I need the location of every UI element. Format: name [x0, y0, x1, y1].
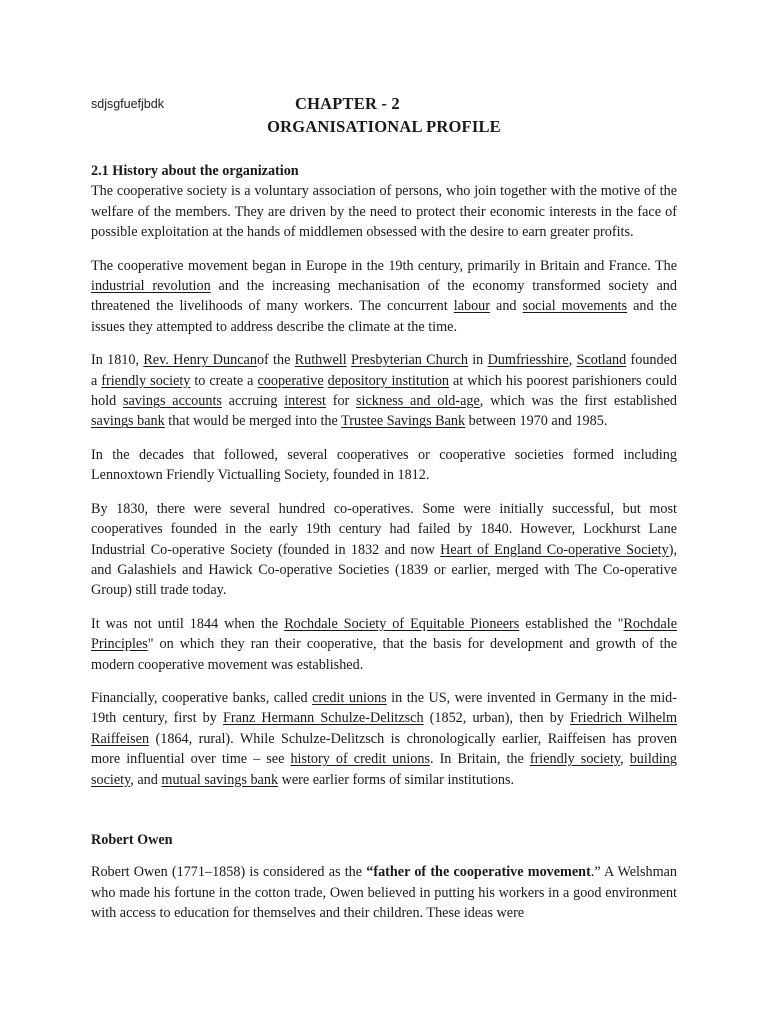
link-mutual-savings-bank[interactable]: mutual savings bank	[161, 771, 279, 788]
link-schulze-delitzsch[interactable]: Franz Hermann Schulze-Delitzsch	[222, 710, 424, 727]
paragraph-financial: Financially, cooperative banks, called credit unions in the US, were invented in Germany in the mid-19th century, first by Franz Hermann Schulze-Delitzsch (1852, urban), then by Friedrich Wilhelm Raiffeisen (1864, rural). While Schulze-Delitzsch is chronologically earlier, Raiffeisen has proven more influential over time – see history of credit unions. In Britain, the friendly society, building society, and mutual savings bank were earlier forms of similar institutions.	[91, 689, 678, 788]
paragraph-decades: In the decades that followed, several cooperatives or cooperative societies formed including Lennoxtown Friendly Victualling Society, founded in 1812.	[91, 446, 677, 484]
link-credit-unions[interactable]: credit unions	[312, 689, 387, 706]
document-header	[91, 94, 691, 116]
link-presbyterian-church[interactable]: Presbyterian Church	[350, 352, 468, 369]
paragraph-intro: The cooperative society is a voluntary association of persons, who join together with the motive of the welfare of the members. They are driven by the need to protect their economic interests in the face of possible exploitation at the hands of middlemen obsessed with the desire to earn greater profits.	[91, 183, 677, 241]
robert-owen-heading: Robert Owen	[91, 831, 173, 848]
link-trustee-savings-bank[interactable]: Trustee Savings Bank	[341, 413, 466, 430]
link-dumfriesshire[interactable]: Dumfriesshire	[487, 352, 569, 369]
owen-quote: “father of the cooperative movement	[366, 864, 591, 881]
link-scotland[interactable]: Scotland	[576, 352, 627, 369]
link-depository-institution[interactable]: depository institution	[327, 372, 450, 389]
link-rochdale-principles[interactable]: Rochdale Principles	[91, 615, 677, 653]
link-interest[interactable]: interest	[284, 393, 326, 410]
link-rochdale-society[interactable]: Rochdale Society of Equitable Pioneers	[284, 615, 520, 632]
paragraph-duncan: In 1810, Rev. Henry Duncanof the Ruthwell Presbyterian Church in Dumfriesshire, Scotland founded a friendly society to create a cooperative depository institution at which his poorest parishioners could hold savings accounts accruing interest for sickness and old-age, which was the first established savings bank that would be merged into the Trustee Savings Bank between 1970 and 1985.	[91, 352, 678, 430]
paragraph-1830: By 1830, there were several hundred co-operatives. Some were initially successful, but most cooperatives founded in the early 19th century had failed by 1840. However, Lockhurst Lane Industrial Co-operative Society (founded in 1832 and now Heart of England Co-operative Society), and Galashiels and Hawick Co-operative Societies (1839 or earlier, merged with The Co-operative Group) still trade today.	[91, 500, 677, 599]
document-body	[91, 161, 677, 937]
paragraph-robert-owen: Robert Owen (1771–1858) is considered as the “father of the cooperative movement.” A Welshman who made his fortune in the cotton trade, Owen believed in putting his workers in a good environment with access to education for themselves and their children. These ideas were	[91, 864, 677, 922]
section-heading: 2.1 History about the organization	[91, 163, 299, 179]
link-heart-of-england[interactable]: Heart of England Co-operative Society	[440, 541, 669, 558]
paragraph-rochdale: It was not until 1844 when the Rochdale Society of Equitable Pioneers established the "Rochdale Principles" on which they ran their cooperative, that the basis for development and growth of the modern cooperative movement was established.	[91, 615, 677, 673]
chapter-title: CHAPTER - 2	[295, 94, 400, 113]
link-ruthwell[interactable]: Ruthwell	[294, 352, 347, 369]
link-labour[interactable]: labour	[453, 298, 490, 315]
link-raiffeisen[interactable]: Friedrich Wilhelm Raiffeisen	[91, 710, 678, 747]
document-code: sdjsgfuefjbdk	[91, 97, 164, 111]
link-henry-duncan[interactable]: Rev. Henry Duncan	[143, 352, 257, 369]
link-savings-bank[interactable]: savings bank	[91, 413, 165, 430]
link-friendly-society-2[interactable]: friendly society	[529, 751, 621, 768]
link-social-movements[interactable]: social movements	[522, 298, 628, 315]
link-sickness-old-age[interactable]: sickness and old-age	[356, 393, 480, 410]
link-friendly-society[interactable]: friendly society	[101, 372, 191, 389]
page-title: ORGANISATIONAL PROFILE	[267, 117, 501, 136]
paragraph-movement-origin: The cooperative movement began in Europe in the 19th century, primarily in Britain and France. The industrial revolution and the increasing mechanisation of the economy transformed society and threatened the livelihoods of many workers. The concurrent labour and social movements and the issues they attempted to address describe the climate at the time.	[91, 257, 677, 335]
link-cooperative[interactable]: cooperative	[257, 372, 324, 389]
link-history-credit-unions[interactable]: history of credit unions	[290, 751, 430, 768]
link-building-society[interactable]: building society	[91, 751, 677, 788]
link-savings-accounts[interactable]: savings accounts	[122, 393, 222, 410]
link-industrial-revolution[interactable]: industrial revolution	[91, 278, 211, 295]
